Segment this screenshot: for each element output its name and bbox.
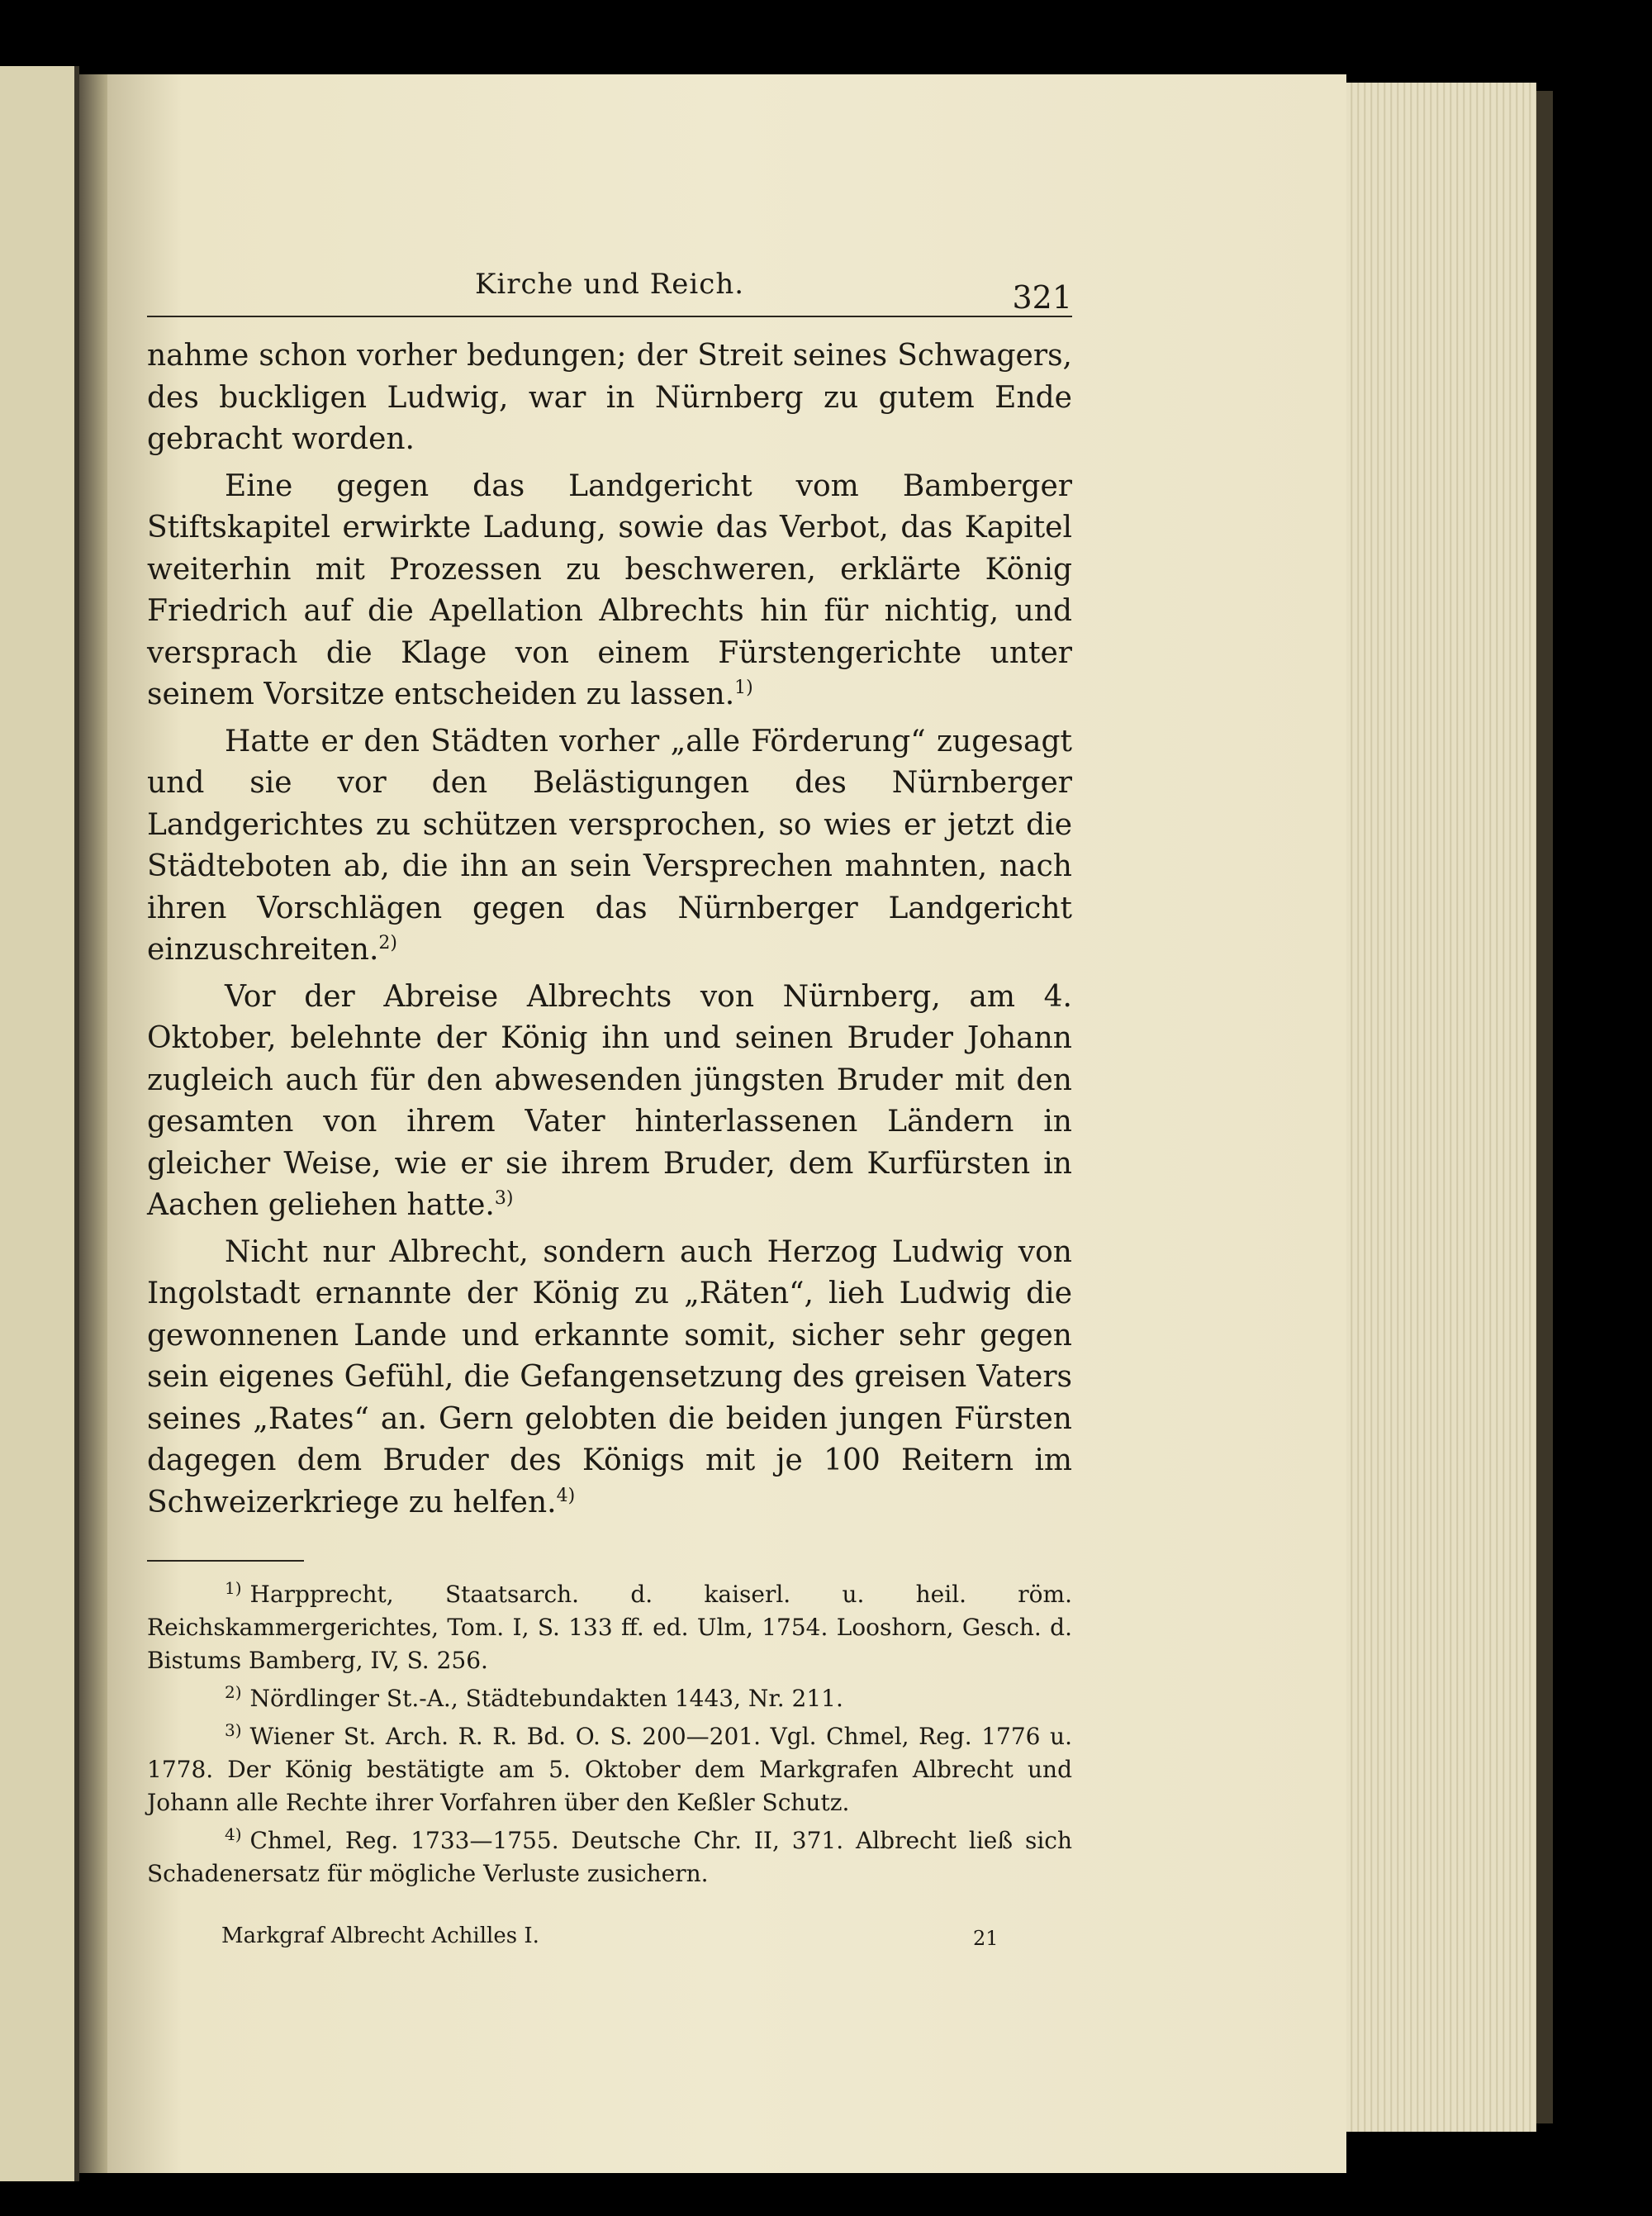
page-footer (147, 1924, 1072, 1957)
running-title: Kirche und Reich. (474, 268, 745, 301)
footnote-text: Wiener St. Arch. R. R. Bd. O. S. 200—201. Vgl. Chmel, Reg. 1776 u. 1778. Der König bestätigte am 5. Oktober dem Markgrafen Albrecht und Johann alle Rechte ihrer Vorfahren über den Keßler Schutz. (147, 1723, 1072, 1816)
footnote-text: Chmel, Reg. 1733—1755. Deutsche Chr. II, 371. Albrecht ließ sich Schadenersatz für mögliche Verluste zusichern. (147, 1827, 1072, 1887)
footnote (147, 1682, 1072, 1715)
running-head (147, 263, 1072, 317)
page-fore-edge (1346, 83, 1536, 2132)
footnotes (147, 1578, 1072, 1890)
footnote-divider (147, 1560, 304, 1562)
footnote (147, 1578, 1072, 1677)
paragraph (147, 977, 1072, 1227)
footnote-reference: 2) (378, 933, 397, 953)
footnote-text: Nördlinger St.-A., Städtebundakten 1443, Nr. 211. (249, 1685, 843, 1712)
printer-signature: Markgraf Albrecht Achilles I. (221, 1924, 539, 1948)
footnote-number: 2) (225, 1681, 242, 1702)
page-number: 321 (1012, 279, 1072, 316)
footnote-reference: 3) (494, 1188, 514, 1209)
footnote-text: Harpprecht, Staatsarch. d. kaiserl. u. heil. röm. Reichskammergerichtes, Tom. I, S. 133 ff. ed. Ulm, 1754. Looshorn, Gesch. d. Bistums Bamberg, IV, S. 256. (147, 1581, 1072, 1674)
paragraph-text: Nicht nur Albrecht, sondern auch Herzog Ludwig von Ingolstadt ernannte der König zu „Räten“, lieh Ludwig die gewonnenen Lande und erkannte somit, sicher sehr gegen sein eigenes Gefühl, die Gefangensetzung des greisen Vaters seines „Rates“ an. Gern gelobten die beiden jungen Fürsten dagegen dem Bruder des Königs mit je 100 Reitern im Schweizerkriege zu helfen. (147, 1234, 1072, 1519)
book-gutter (79, 74, 107, 2173)
footnote-number: 1) (225, 1577, 242, 1598)
footnote-reference: 4) (556, 1485, 576, 1506)
paragraph (147, 335, 1072, 461)
footnote-reference: 1) (734, 678, 753, 698)
paragraph (147, 1232, 1072, 1524)
paragraph-text: Eine gegen das Landgericht vom Bamberger Stiftskapitel erwirkte Ladung, sowie das Verbot, das Kapitel weiterhin mit Prozessen zu beschweren, erklärte König Friedrich auf die Apellation Albrechts hin für nichtig, und versprach die Klage von einem Fürstengerichte unter seinem Vorsitze entscheiden zu lassen. (147, 468, 1072, 711)
footnote (147, 1720, 1072, 1819)
body-text (147, 335, 1072, 1524)
footnote (147, 1824, 1072, 1890)
paragraph (147, 721, 1072, 972)
facing-page-edge (0, 66, 79, 2181)
paragraph (147, 466, 1072, 716)
paragraph-text: nahme schon vorher bedungen; der Streit seines Schwagers, des buckligen Ludwig, war in Nürnberg zu gutem Ende gebracht worden. (147, 339, 1072, 456)
footnote-number: 4) (225, 1824, 242, 1844)
paragraph-text: Hatte er den Städten vorher „alle Förderung“ zugesagt und sie vor den Belästigungen des Nürnberger Landgerichtes zu schützen versprochen, so wies er jetzt die Städteboten ab, die ihn an sein Versprechen mahnten, nach ihren Vorschlägen gegen das Nürnberger Landgericht einzuschreiten. (147, 724, 1072, 967)
sheet-number: 21 (973, 1927, 999, 1950)
book-cover-edge (1536, 91, 1553, 2123)
paragraph-text: Vor der Abreise Albrechts von Nürnberg, am 4. Oktober, belehnte der König ihn und seinen Bruder Johann zugleich auch für den abwesenden jüngsten Bruder mit den gesamten von ihrem Vater hinterlassenen Ländern in gleicher Weise, wie er sie ihrem Bruder, dem Kurfürsten in Aachen geliehen hatte. (147, 979, 1072, 1222)
footnote-number: 3) (225, 1719, 242, 1740)
page-content (147, 263, 1072, 1957)
